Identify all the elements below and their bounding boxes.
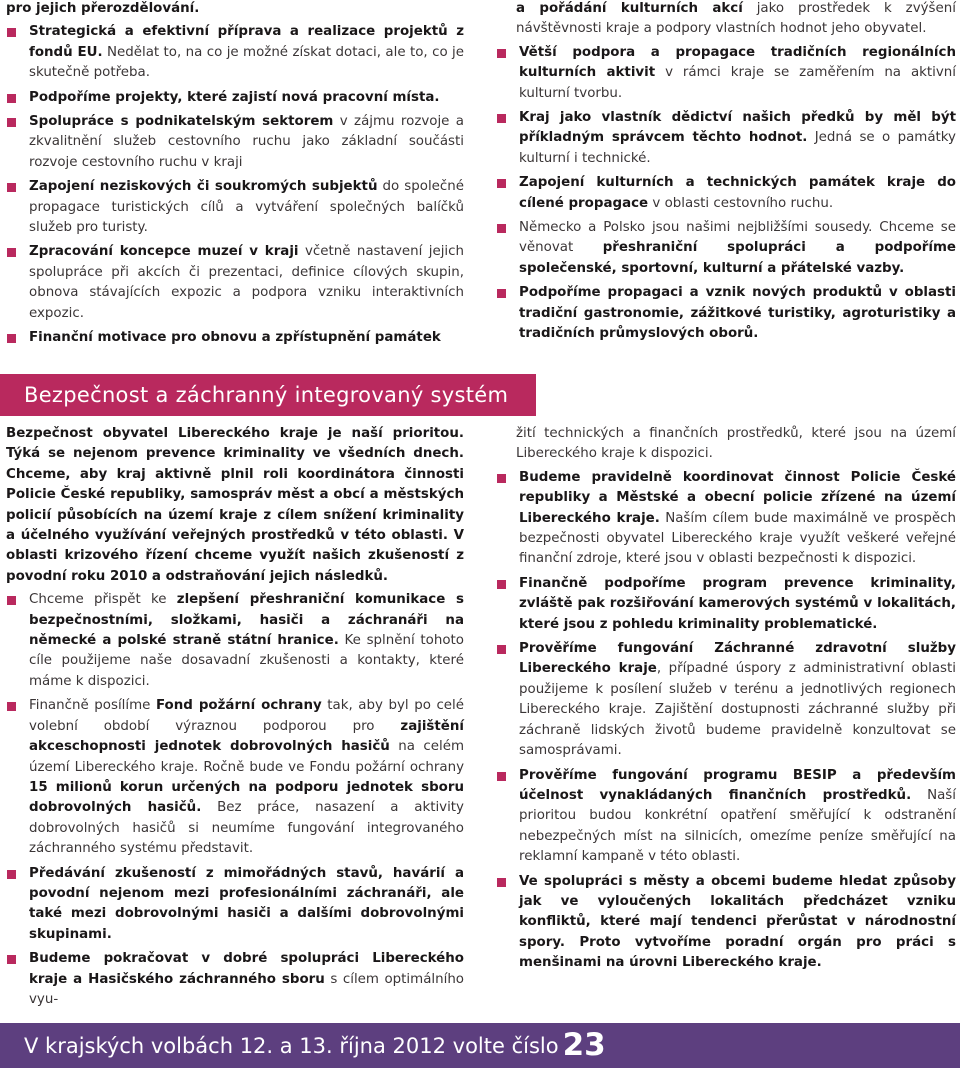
list-item: Budeme pokračovat v dobré spolupráci Libereckého kraje a Hasičského záchranného sboru s cílem optimálního vyu- xyxy=(6,949,464,1010)
square-bullet-icon xyxy=(7,334,16,343)
footer-slogan: V krajských volbách 12. a 13. října 2012 volte číslo xyxy=(24,1034,559,1058)
list-item: Finanční motivace pro obnovu a zpřístupnění památek xyxy=(6,328,464,348)
list-item: Podpoříme propagaci a vznik nových produktů v oblasti tradiční gastronomie, zážitkové turistiky, agroturistiky a tradičních průmyslových oborů. xyxy=(496,283,956,344)
square-bullet-icon xyxy=(7,248,16,257)
square-bullet-icon xyxy=(497,474,506,483)
top-left-column xyxy=(6,0,464,353)
square-bullet-icon xyxy=(7,28,16,37)
list-item: Chceme přispět ke zlepšení přeshraniční komunikace s bezpečnostními, složkami, hasiči a záchranáři na německé a polské straně státní hranice. Ke splnění tohoto cíle použijeme naše dosavadní zkušenosti a kontakty, které máme k dispozici. xyxy=(6,590,464,692)
bullet-list xyxy=(6,590,464,1010)
top-right-column xyxy=(496,0,956,349)
footer-text xyxy=(24,1027,606,1064)
footer-bar xyxy=(0,1023,960,1068)
square-bullet-icon xyxy=(497,289,506,298)
square-bullet-icon xyxy=(497,179,506,188)
list-item: Kraj jako vlastník dědictví našich předků by měl být příkladným správcem těchto hodnot. Jedná se o památky kulturní i technické. xyxy=(496,108,956,169)
intro-text: žití technických a finančních prostředků, které jsou na území Libereckého kraje k dispozici. xyxy=(516,426,956,462)
bullet-list xyxy=(496,43,956,345)
list-item: Větší podpora a propagace tradičních regionálních kulturních aktivit v rámci kraje se zaměřením na aktivní kulturní tvorbu. xyxy=(496,43,956,104)
bottom-right-column xyxy=(496,424,956,978)
list-item: Zapojení neziskových či soukromých subjektů do společné propagace turistických cílů a vytváření společných balíčků služeb pro turisty. xyxy=(6,177,464,238)
list-item: Budeme pravidelně koordinovat činnost Policie České republiky a Městské a obecní policie zřízené na území Libereckého kraje. Naším cílem bude maximálně ve prospěch bezpečnosti obyvatel Libereckého kraje využít veškeré veřejné finanční zdroje, které jsou v oblasti bezpečnosti k dispozici. xyxy=(496,468,956,570)
square-bullet-icon xyxy=(7,955,16,964)
list-item: Zpracování koncepce muzeí v kraji včetně nastavení jejich spolupráce při akcích či prezentaci, definice cílových skupin, obnova stávajících expozic a podpora vzniku interaktivních expozic. xyxy=(6,242,464,324)
list-item: Zapojení kulturních a technických památek kraje do cílené propagace v oblasti cestovního ruchu. xyxy=(496,173,956,214)
bottom-left-column xyxy=(6,424,464,1014)
square-bullet-icon xyxy=(7,94,16,103)
square-bullet-icon xyxy=(497,772,506,781)
list-item: Finančně podpoříme program prevence kriminality, zvláště pak rozšiřování kamerových systémů v lokalitách, které jsou z pohledu kriminality problematické. xyxy=(496,574,956,635)
list-item: Ve spolupráci s městy a obcemi budeme hledat způsoby jak ve vyloučených lokalitách předcházet vzniku konfliktů, které mají tendenci přerůstat v národnostní spory. Proto vytvoříme poradní orgán pro práci s menšinami na úrovni Libereckého kraje. xyxy=(496,872,956,974)
square-bullet-icon xyxy=(497,224,506,233)
list-item: Strategická a efektivní příprava a realizace projektů z fondů EU. Nedělat to, na co je možné získat dotaci, ale to, co je skutečně potřeba. xyxy=(6,22,464,83)
bullet-list xyxy=(6,22,464,348)
square-bullet-icon xyxy=(7,702,16,711)
square-bullet-icon xyxy=(7,870,16,879)
square-bullet-icon xyxy=(7,183,16,192)
square-bullet-icon xyxy=(497,114,506,123)
bullet-list xyxy=(496,468,956,974)
list-item: Finančně posílíme Fond požární ochrany tak, aby byl po celé volební období výraznou podporou pro zajištění akceschopnosti jednotek dobrovolných hasičů na celém území Libereckého kraje. Ročně bude ve Fondu požární ochrany 15 milionů korun určených na podporu jednotek sboru dobrovolných hasičů. Bez práce, nasazení a aktivity dobrovolných hasičů si neumíme fungování integrovaného záchranného systému představit. xyxy=(6,696,464,859)
square-bullet-icon xyxy=(497,878,506,887)
list-item: Prověříme fungování Záchranné zdravotní služby Libereckého kraje, případné úspory z administrativní oblasti použijeme k posílení služeb v terénu a jednotlivých regionech Libereckého kraje. Zajištění dostupnosti záchranné služby při záchraně lidských životů budeme pravidelně konzultovat se samosprávami. xyxy=(496,639,956,761)
intro-text: Bezpečnost obyvatel Libereckého kraje je naší prioritou. Týká se nejenom prevence kriminality ve všedních dnech. Chceme, aby kraj aktivně plnil roli koordinátora činnosti Policie České republiky, samospráv měst a obcí a městských policií působících na území kraje z cílem snížení kriminality a účelného využívání veřejných prostředků v této oblasti. V oblasti krizového řízení chceme využít našich zkušeností z povodní roku 2010 a odstraňování jejich následků. xyxy=(6,426,464,584)
intro-text: a pořádání kulturních akcí jako prostředek k zvýšení návštěvnosti kraje a podpory vlastních hodnot jeho obyvatel. xyxy=(516,1,956,37)
square-bullet-icon xyxy=(7,596,16,605)
square-bullet-icon xyxy=(7,118,16,127)
square-bullet-icon xyxy=(497,645,506,654)
section-header xyxy=(0,374,536,416)
list-item: Spolupráce s podnikatelským sektorem v zájmu rozvoje a zkvalitnění služeb cestovního ruchu jako základní součásti rozvoje cestovního ruchu v kraji xyxy=(6,112,464,173)
list-item: Podpoříme projekty, které zajistí nová pracovní místa. xyxy=(6,88,464,108)
square-bullet-icon xyxy=(497,580,506,589)
square-bullet-icon xyxy=(497,49,506,58)
list-item: Předávání zkušeností z mimořádných stavů, havárií a povodní nejenom mezi profesionálními záchranáři, ale také mezi dobrovolnými hasiči a dalšími dobrovolnými skupinami. xyxy=(6,864,464,946)
list-item: Německo a Polsko jsou našimi nejbližšími sousedy. Chceme se věnovat přeshraniční spolupráci a podpoříme společenské, sportovní, kulturní a přátelské vazby. xyxy=(496,218,956,279)
candidate-number: 23 xyxy=(562,1027,606,1063)
intro-text: pro jejich přerozdělování. xyxy=(6,1,200,16)
section-title: Bezpečnost a záchranný integrovaný systém xyxy=(24,383,509,407)
list-item: Prověříme fungování programu BESIP a především účelnost vynakládaných finančních prostředků. Naší prioritou budou konkrétní opatření směřující k odstranění nebezpečných míst na silnicích, omezíme peníze směřující na reklamní kampaně v této oblasti. xyxy=(496,766,956,868)
